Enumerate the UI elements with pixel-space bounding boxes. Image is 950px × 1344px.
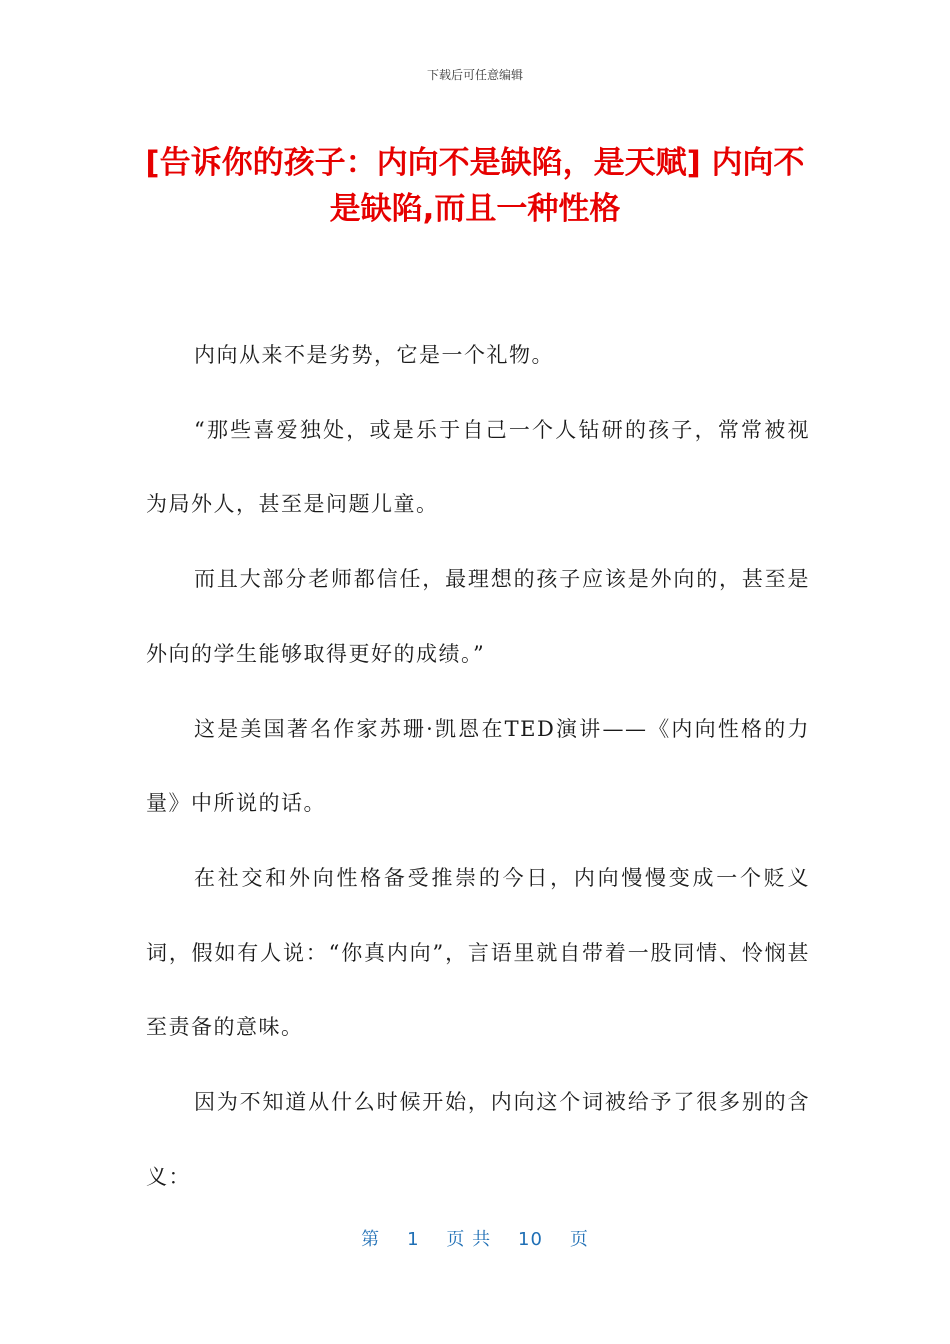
paragraph: 因为不知道从什么时候开始，内向这个词被给予了很多别的含义： [146,1090,810,1189]
page-label-prefix: 第 [361,1229,381,1250]
document-body [146,318,810,1214]
paragraph: “那些喜爱独处，或是乐于自己一个人钻研的孩子，常常被视为局外人，甚至是问题儿童。 [146,417,810,517]
header-note: 下载后可任意编辑 [426,68,523,82]
total-pages-number: 10 [518,1229,543,1250]
document-title: [告诉你的孩子：内向不是缺陷，是天赋] 内向不是缺陷,而且一种性格 [145,145,805,227]
paragraph: 而且大部分老师都信任，最理想的孩子应该是外向的，甚至是外向的学生能够取得更好的成绩。” [146,567,810,666]
current-page-number: 1 [407,1229,420,1250]
paragraph: 在社交和外向性格备受推崇的今日，内向慢慢变成一个贬义词，假如有人说：“你真内向”，言语里就自带着一股同情、怜悯甚至责备的意味。 [146,865,810,1040]
page-label-middle: 页 共 [446,1229,492,1250]
paragraph: 内向从来不是劣势，它是一个礼物。 [194,343,554,367]
paragraph: 这是美国著名作家苏珊·凯恩在TED演讲——《内向性格的力量》中所说的话。 [146,716,810,816]
page-footer [0,1225,950,1251]
page-label-suffix: 页 [569,1229,589,1250]
